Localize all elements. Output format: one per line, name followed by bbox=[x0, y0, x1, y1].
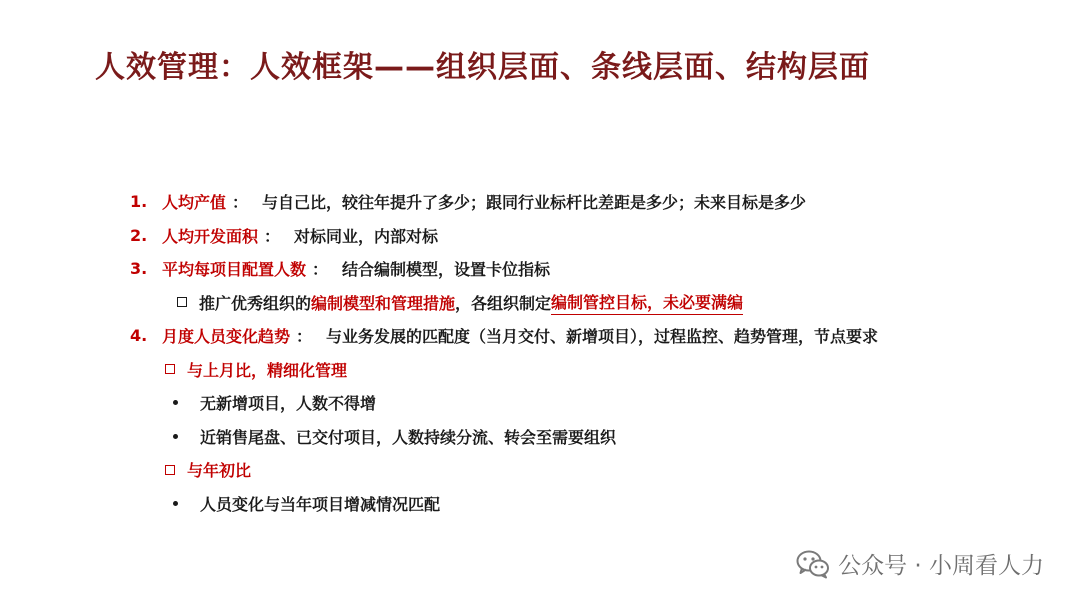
bullet-item bbox=[130, 420, 1030, 454]
content-list bbox=[130, 185, 1030, 520]
item-key: 月度人员变化趋势 bbox=[162, 327, 291, 347]
dot-bullet-icon bbox=[173, 501, 178, 506]
list-subitem-3a bbox=[130, 286, 1030, 320]
dot-bullet-icon bbox=[173, 400, 178, 405]
sub-heading-text: 与年初比 bbox=[187, 461, 252, 481]
sub-heading-text: 与上月比，精细化管理 bbox=[187, 360, 348, 380]
list-item-4 bbox=[130, 319, 1030, 353]
list-item-2 bbox=[130, 219, 1030, 253]
item-number: 2. bbox=[130, 225, 148, 245]
item-text: 对标同业，内部对标 bbox=[294, 226, 439, 246]
watermark bbox=[796, 547, 1044, 580]
sub-heading-monthly bbox=[130, 353, 1030, 387]
title-part1: 人效管理： bbox=[95, 50, 250, 85]
list-item-3 bbox=[130, 252, 1030, 286]
subitem-text-b: 编制模型和管理措施 bbox=[311, 293, 456, 313]
title-part3: 条线层面、 bbox=[591, 50, 746, 85]
item-colon: ： bbox=[232, 193, 249, 213]
subitem-text-c: ，各组织制定 bbox=[455, 293, 552, 313]
item-key: 人均产值 bbox=[162, 193, 227, 213]
subitem-text-a: 推广优秀组织的 bbox=[199, 293, 312, 313]
sub-heading-yearly bbox=[130, 453, 1030, 487]
item-colon: ： bbox=[312, 260, 329, 280]
bullet-item bbox=[130, 487, 1030, 521]
title-part4: 结构层面 bbox=[746, 50, 870, 85]
item-colon: ： bbox=[264, 226, 281, 246]
bullet-text: 人员变化与当年项目增减情况匹配 bbox=[200, 494, 441, 514]
dot-bullet-icon bbox=[173, 434, 178, 439]
item-text: 结合编制模型，设置卡位指标 bbox=[342, 260, 551, 280]
bullet-text: 无新增项目，人数不得增 bbox=[200, 394, 377, 414]
square-bullet-icon bbox=[177, 297, 187, 307]
item-key: 人均开发面积 bbox=[162, 226, 259, 246]
wechat-logo-icon bbox=[796, 549, 830, 579]
bullet-item bbox=[130, 386, 1030, 420]
square-bullet-icon bbox=[165, 364, 175, 374]
watermark-text: 公众号 · 小周看人力 bbox=[838, 553, 1044, 579]
item-text: 与自己比，较往年提升了多少；跟同行业标杆比差距是多少；未来目标是多少 bbox=[262, 193, 807, 213]
slide-title bbox=[95, 42, 870, 86]
subitem-text-d: 编制管控目标，未必要满编 bbox=[551, 290, 743, 315]
item-colon: ： bbox=[296, 327, 313, 347]
bullet-text: 近销售尾盘、已交付项目，人数持续分流、转会至需要组织 bbox=[200, 427, 617, 447]
item-key: 平均每项目配置人数 bbox=[162, 260, 307, 280]
item-number: 3. bbox=[130, 259, 148, 279]
item-number: 1. bbox=[130, 192, 148, 212]
title-part2: 人效框架——组织层面、 bbox=[250, 50, 591, 85]
item-number: 4. bbox=[130, 326, 148, 346]
list-item-1 bbox=[130, 185, 1030, 219]
item-text: 与业务发展的匹配度（当月交付、新增项目），过程监控、趋势管理，节点要求 bbox=[326, 327, 879, 347]
square-bullet-icon bbox=[165, 465, 175, 475]
